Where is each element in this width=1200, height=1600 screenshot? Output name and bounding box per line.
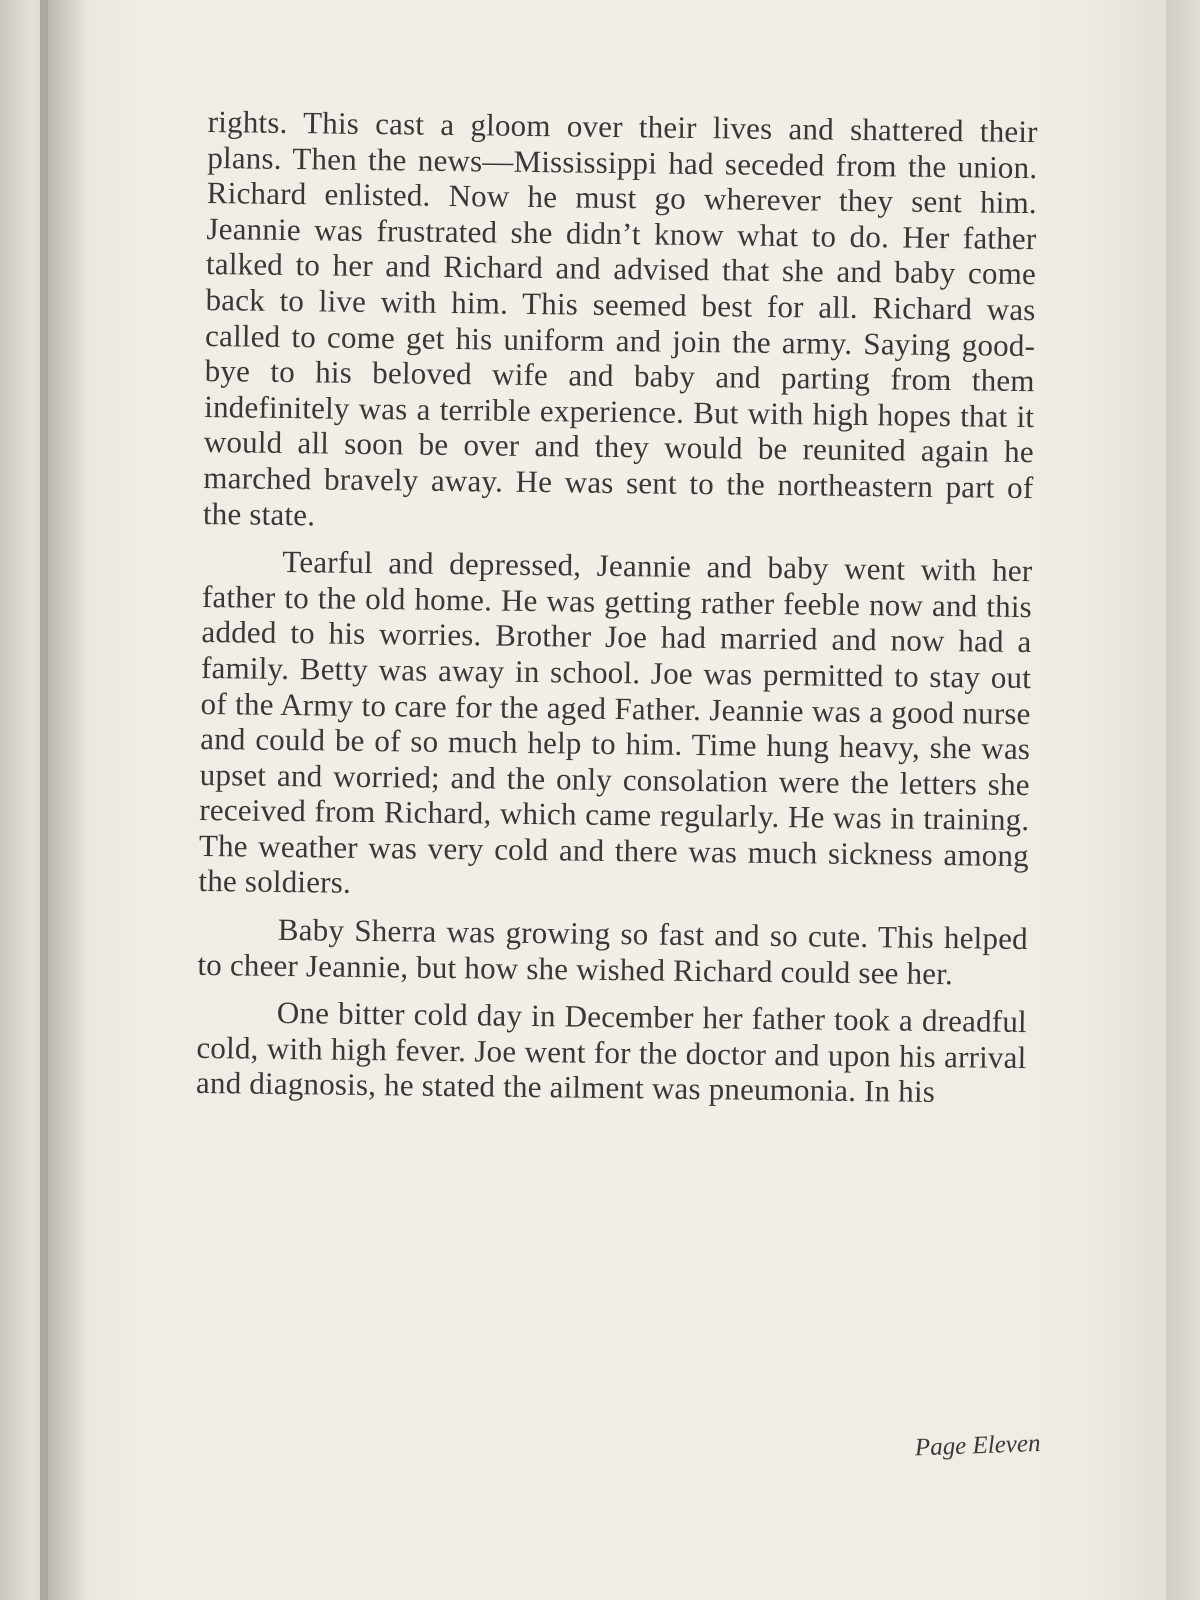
page-number: Page Eleven bbox=[914, 1430, 1041, 1462]
paragraph-1: rights. This cast a gloom over their lives and shattered their plans. Then the news—Mississippi had seceded from the union. Richard enlisted. Now he must go wherever they sent him. Jeannie was frustrated she didn’t know what to do. Her father talked to her and Richard and advised that she and baby come back to live with him. This seemed best for all. Richard was called to come get his uniform and join the army. Saying good-bye to his beloved wife and baby and parting from them indefinitely was a terrible experience. But with high hopes that it would all soon be over and they would be reunited again he marched bravely away. He was sent to the northeastern part of the state. bbox=[202, 104, 1038, 532]
paragraph-2: Tearful and depressed, Jeannie and baby went with her father to the old home. He was getting rather feeble now and this added to his worries. Brother Joe had married and now had a family. Betty was away in school. Joe was permitted to stay out of the Army to care for the aged Father. Jeannie was a good nurse and could be of so much help to him. Time hung heavy, she was upset and worried; and the only consolation were the letters she received from Richard, which came regularly. He was in training. The weather was very cold and there was much sickness among the soldiers. bbox=[198, 544, 1033, 901]
gutter-shadow bbox=[40, 0, 88, 1600]
paragraph-4: One bitter cold day in December her father took a dreadful cold, with high fever. Joe went for the doctor and upon his arrival and diagnosis, he stated the ailment was pneumonia. In his bbox=[195, 995, 1028, 1110]
background-surface bbox=[1166, 0, 1200, 1600]
paragraph-3: Baby Sherra was growing so fast and so cute. This helped to cheer Jeannie, but how she wished Richard could see her. bbox=[197, 911, 1029, 991]
body-text bbox=[196, 104, 1038, 1111]
